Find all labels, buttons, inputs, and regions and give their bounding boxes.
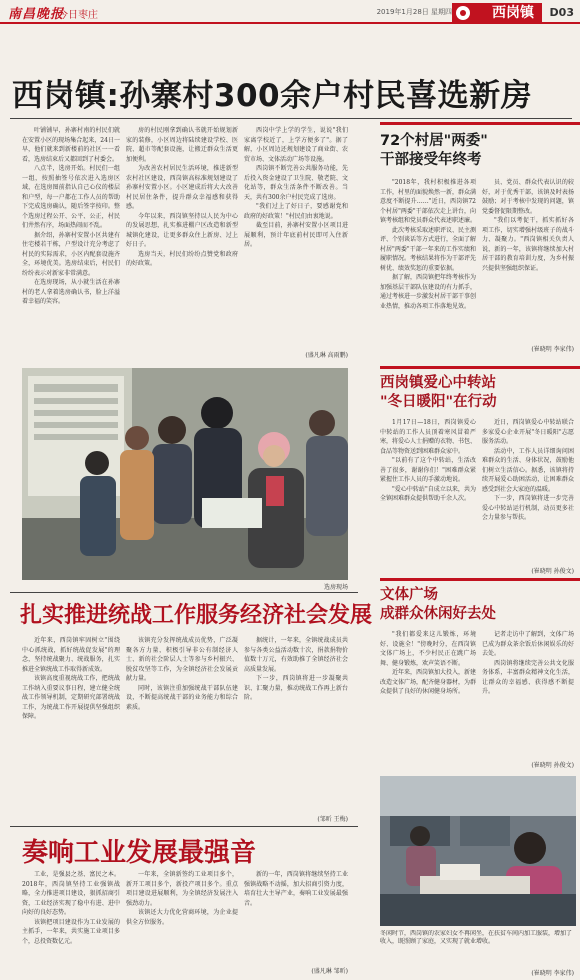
story4-top-rule xyxy=(380,578,580,581)
story3-title-line1: 西岗镇爱心中转站 xyxy=(380,375,496,391)
paragraph: 八点半，选房开始。村民们一组一组，按照抽签号依次进入选房区域，在选房图前指认自己心仪的楼层和户型，每一户都在工作人员的帮助下完成选房确认，随后签字按印。整个选房过程公开、公平、公正，村民们井然有序，场面热闹而不乱。 xyxy=(22,165,120,229)
paragraph: 选房当天，村民们纷纷点赞党和政府的好政策。 xyxy=(126,250,238,267)
photo2-caption: 冬闲时节，西岗镇的农家妇女不再闲坐，在扶贫车间内加工服装，增加了收入，既照顾了家庭，又实现了就业增收。 xyxy=(380,930,573,945)
main-story-col-3 xyxy=(244,126,348,348)
paragraph: 员、党员、群众代表认识的较好，对于优秀干部，该镇及时表扬鼓励；对于考核中发现的问题，镇党委督促限期整改。 xyxy=(482,179,574,215)
paragraph: 据介绍，孙寨村安置小区共建有住宅楼若干栋，户型设计充分考虑了村民的实际需求，小区内配套设施齐全，环境优美。选房结束后，村民们纷纷表示对新家非常满意。 xyxy=(22,231,120,277)
paragraph: 今年以来，西岗镇坚持以人民为中心的发展思想，扎实推进棚户区改造和新型城镇化建设，让更多群众住上新房、过上好日子。 xyxy=(126,212,238,248)
paragraph: 该镇还大力优化营商环境，为企业提供全方位服务。 xyxy=(126,909,238,926)
section-circle-icon xyxy=(456,6,470,20)
story6-headline: 奏响工业发展最强音 xyxy=(22,838,257,868)
newspaper-subtitle: 今日枣庄 xyxy=(58,10,98,21)
newspaper-logo: 南昌晚报 xyxy=(8,7,65,22)
story4-col-1 xyxy=(380,630,476,770)
story3-top-rule xyxy=(380,366,580,369)
paragraph: 截至目前，孙寨村安置小区项目进展顺利，预计年底前村民即可入住新居。 xyxy=(244,222,348,248)
issue-date: 2019年1月28日 星期四 xyxy=(376,8,452,16)
story2-byline: (崔晓明 李家伟) xyxy=(531,346,574,353)
selection-scene-photo xyxy=(22,368,348,580)
paragraph: "以前有了这个中转站，生活改善了很多，谢谢你们！"困难群众紧紧握住工作人员的手激动地说。 xyxy=(380,457,476,483)
paragraph: "我们都爱来这儿锻炼，环境好、设施全！"傍晚时分，在西岗镇文体广场上，不少村民正在跳广场舞、健身锻炼，欢声笑语不断。 xyxy=(380,631,476,667)
main-story-byline: (盛凡琳 高雨鹏) xyxy=(305,352,348,359)
paragraph: 西岗镇将继续完善公共文化服务体系，丰富群众精神文化生活，让群众的幸福感、获得感不断提升。 xyxy=(482,659,574,695)
paragraph: "我们过上了好日子，要感谢党和政府的好政策！"村民们由衷地说。 xyxy=(244,203,348,220)
story4-title-line1: 文体广场 xyxy=(380,587,438,603)
paragraph: "我们以考促干，抓实抓好各项工作，切实增强村级班子的战斗力、凝聚力。"西岗镇相关负责人说，新的一年，该镇将继续加大村居干部的教育培训力度，为乡村振兴提供坚强组织保证。 xyxy=(482,217,574,272)
paragraph: 新的一年，西岗镇将继续坚持工业强镇战略不动摇，加大招商引资力度，培育壮大主导产业，奏响工业发展最强音。 xyxy=(244,871,348,907)
story2-title-line1: 72个村居"两委" xyxy=(380,133,488,149)
paragraph: 该镇充分发挥统战成员优势，广泛凝聚各方力量，积极引导非公有制经济人士、新的社会阶层人士等参与乡村振兴、脱贫攻坚等工作，为全镇经济社会发展贡献力量。 xyxy=(126,637,238,682)
workshop-photo-illustration xyxy=(380,776,576,926)
paragraph: 叶铺铺早，孙寨村南的村民们就在安置小区的现场集合起来，24日一早，他们就来到新楼前的社区一一看看，选房结束后又都回到了村委会。 xyxy=(22,127,120,163)
paragraph: 据统计，一年来，全镇统战成员共参与各类公益活动数十次，捐款捐物价值数十万元，有效助推了全镇经济社会高质量发展。 xyxy=(244,637,348,673)
section-tab xyxy=(452,3,542,23)
story5-col-1 xyxy=(22,636,120,822)
paragraph: 下一步，西岗镇将进一步凝聚共识、汇聚力量，推动统战工作再上新台阶。 xyxy=(244,675,348,701)
story5-headline: 扎实推进统战工作服务经济社会发展 xyxy=(20,603,373,628)
main-headline: 西岗镇:孙寨村300余户村民喜选新房 xyxy=(12,78,533,114)
story2-title-line2: 干部接受年终考 xyxy=(380,152,482,168)
paragraph: 在选房现场，从小就生活在孙寨村的老人拿着选房确认书，脸上洋溢着幸福的笑容。 xyxy=(22,279,120,305)
paragraph: 房的村民刚拿到确认书就开始规划新家的装修，小区周边将陆续建设学校、医院、超市等配套设施，让搬迁群众生活更加便利。 xyxy=(126,127,238,163)
paragraph: 工业，是强县之基、富民之本。2018年，西岗镇坚持工业强镇战略，全力推进项目建设，狠抓招商引资，工业经济实现了稳中有进、进中向好的良好态势。 xyxy=(22,871,120,916)
paragraph: 该镇把项目建设作为工业发展的主抓手，一年来，共实施工业项目多个，总投资数亿元。 xyxy=(22,918,120,945)
paragraph: 记者走访中了解到，文体广场已成为群众茶余饭后休闲娱乐的好去处。 xyxy=(482,631,574,657)
story3-byline: (崔晓明 孙俊文) xyxy=(531,568,574,575)
page-header xyxy=(0,0,580,24)
paragraph: 近年来，西岗镇加大投入，新建改造文体广场，配齐健身器材，为群众提供了良好的休闲健身场所。 xyxy=(380,669,476,695)
story6-byline: (盛凡琳 邹昕) xyxy=(311,968,348,975)
photo1-caption: 选房现场 xyxy=(323,584,348,591)
story5-top-rule xyxy=(10,592,358,593)
story6-col-3 xyxy=(244,870,348,962)
paragraph: "2018年，我村积极推进各项工作，村里的面貌焕然一新，群众满意度不断提升……"近日，西岗镇72个村居"两委"干部依次走上讲台，向镇考核组和党员群众代表述职述廉。 xyxy=(380,179,476,224)
story4-col-2 xyxy=(482,630,574,758)
story2-title xyxy=(380,132,570,170)
paragraph: 同时，该镇注重加强统战干部队伍建设，不断提高统战干部的业务能力和综合素质。 xyxy=(126,684,238,711)
paragraph: 一年来，全镇新签约工业项目多个，新开工项目多个，新投产项目多个。重点项目建设进展顺利，为全镇经济发展注入强劲动力。 xyxy=(126,871,238,907)
story5-col-3 xyxy=(244,636,348,812)
story4-title-line2: 成群众休闲好去处 xyxy=(380,606,496,622)
paragraph: 为改善农村居民生活环境，推进新型农村社区建设，西岗镇高标准规划建设了孙寨村安置小区。小区建成后将大大改善村民居住条件，提升群众幸福感和获得感。 xyxy=(126,165,238,210)
story2-top-rule xyxy=(380,122,580,125)
page-number: D03 xyxy=(549,6,574,19)
story3-title-line2: "冬日暖阳"在行动 xyxy=(380,394,497,410)
paragraph: 近日，西岗镇爱心中转站联合多家爱心企业开展"冬日暖阳"志愿服务活动。 xyxy=(482,419,574,445)
story5-byline: (邹昕 王梅) xyxy=(317,816,348,823)
story3-col-1 xyxy=(380,418,476,576)
paragraph: 西岗镇不断完善公共服务功能，先后投入资金建设了卫生院、敬老院、文化站等，群众生活条件不断改善。当天，共有300余户村民完成了选房。 xyxy=(244,165,348,201)
story6-top-rule xyxy=(10,826,358,827)
paragraph: 活动中，工作人员详细询问困难群众的生活、身体状况，鼓励他们树立生活信心。据悉，该镇将持续开展爱心助困活动，让困难群众感受到社会大家庭的温暖。 xyxy=(482,447,574,493)
paragraph: 该镇高度重视统战工作，把统战工作纳入重要议事日程，建立健全统战工作领导机制，定期研究部署统战工作，为统战工作开展提供坚强组织保障。 xyxy=(22,675,120,720)
story4-title xyxy=(380,586,570,624)
photo2-credit: (崔晓明 李家伟) xyxy=(531,970,574,977)
section-name: 西岗镇 xyxy=(492,5,534,21)
story6-col-2 xyxy=(126,870,238,976)
paragraph: "爱心中转站"自成立以来，共为全镇困难群众提供帮助千余人次。 xyxy=(380,485,476,502)
story2-col-1 xyxy=(380,178,476,354)
paragraph: 1月17日—18日，西岗镇爱心中转站的工作人员顶着寒风冒着严寒，将爱心人士捐赠的衣物、书包、食品等物资送到困难群众家中。 xyxy=(380,419,476,455)
paragraph: 此次考核采取述职评议、民主测评、个别谈话等方式进行，全面了解村居"两委"干部一年来的工作实绩和履职情况。考核结果将作为干部评先树优、绩效奖惩的重要依据。 xyxy=(380,226,476,272)
story5-col-2 xyxy=(126,636,238,822)
story3-col-2 xyxy=(482,418,574,562)
main-story-col-2 xyxy=(126,126,238,354)
sewing-workshop-photo xyxy=(380,776,576,926)
story6-col-1 xyxy=(22,870,120,976)
story3-title xyxy=(380,374,570,412)
paragraph: 西岗中学上学的学生，说说"我们家离学校近了，上学方便多了"。据了解，小区周边还规划建设了商业街、农贸市场、文体活动广场等设施。 xyxy=(244,127,348,163)
crowd-photo-illustration xyxy=(22,368,348,580)
headline-rule xyxy=(10,118,572,119)
paragraph: 下一步，西岗镇将进一步完善爱心中转站运行机制，动员更多社会力量参与帮扶。 xyxy=(482,495,574,521)
story2-col-2 xyxy=(482,178,574,342)
story4-byline: (崔晓明 孙俊文) xyxy=(531,762,574,769)
paragraph: 据了解，西岗镇把年终考核作为加强基层干部队伍建设的有力抓手，通过考核进一步激发村居干部干事创业热情，推动各项工作落地见效。 xyxy=(380,274,476,310)
main-story-col-1 xyxy=(22,126,120,354)
paragraph: 近年来，西岗镇牢固树立"围绕中心抓统战，抓好统战促发展"的理念，坚持统战聚力、统战服务，扎实推进全镇统战工作取得新成效。 xyxy=(22,637,120,673)
